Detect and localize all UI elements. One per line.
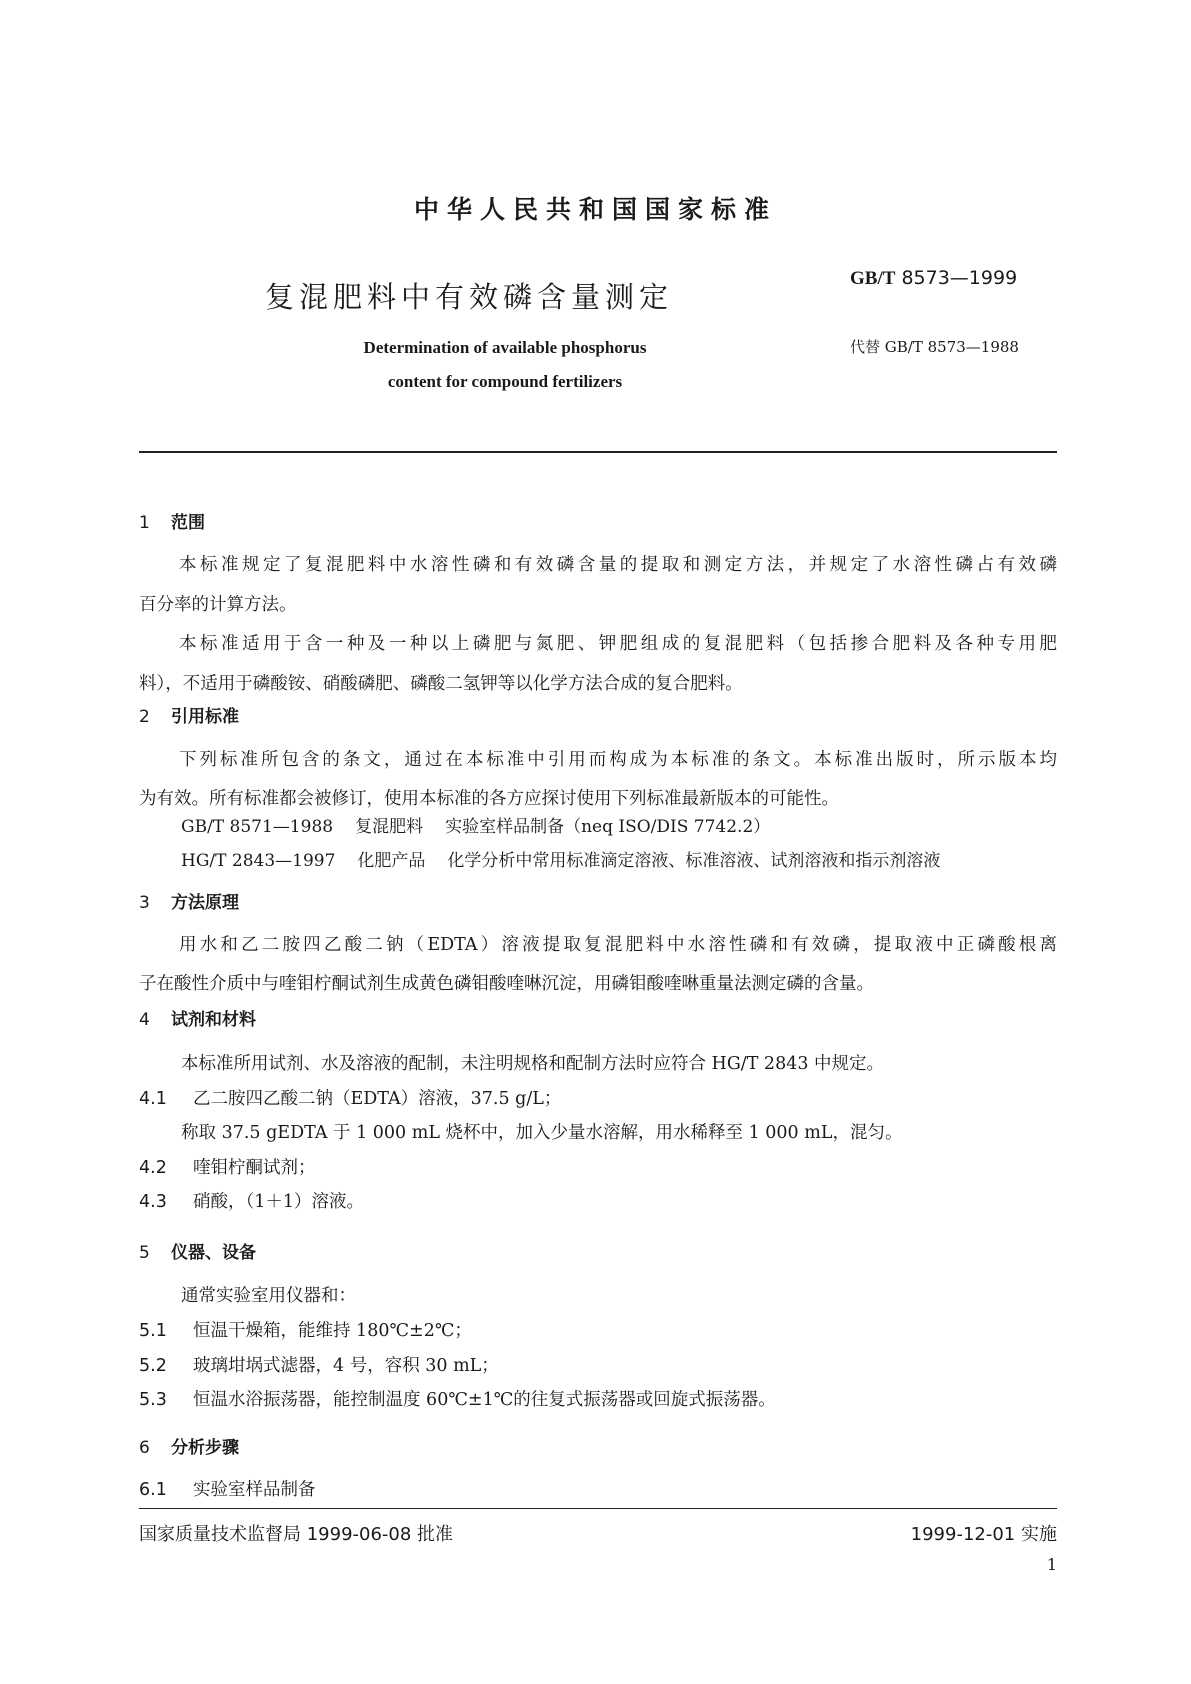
standard-type-heading: 中华人民共和国国家标准	[413, 195, 777, 224]
clause-4-1	[139, 1085, 561, 1110]
section-title: 方法原理	[171, 893, 239, 913]
section-heading-3	[139, 888, 239, 913]
section-number: 3	[139, 893, 150, 913]
replaces-standard: 代替 GB/T 8573—1988	[850, 338, 1019, 356]
section-number: 1	[139, 513, 150, 533]
section-title: 范围	[171, 513, 205, 533]
reference-desc: 实验室样品制备（neq ISO/DIS 7742.2）	[445, 817, 771, 837]
clause-4-3	[139, 1188, 364, 1213]
clause-5-1	[139, 1317, 472, 1342]
header-divider	[139, 451, 1057, 453]
section-title: 分析步骤	[171, 1438, 239, 1458]
section-title: 仪器、设备	[171, 1243, 256, 1263]
section-5-intro: 通常实验室用仪器和：	[181, 1286, 356, 1306]
clause-number: 6.1	[139, 1480, 167, 1500]
clause-text: 实验室样品制备	[193, 1480, 316, 1500]
clause-number: 5.3	[139, 1390, 167, 1410]
footer-divider	[139, 1508, 1057, 1509]
section-number: 4	[139, 1010, 150, 1030]
document-title-cn: 复混肥料中有效磷含量测定	[265, 280, 674, 314]
section-4-intro: 本标准所用试剂、水及溶液的配制，未注明规格和配制方法时应符合 HG/T 2843 中规定。	[181, 1054, 885, 1074]
document-title-en-line2: content for compound fertilizers	[387, 372, 623, 391]
implementation-date: 1999-12-01 实施	[910, 1524, 1057, 1545]
reference-entry	[181, 812, 792, 837]
clause-text: 乙二胺四乙酸二钠（EDTA）溶液，37.5 g/L；	[193, 1089, 562, 1109]
clause-text: 喹钼柠酮试剂；	[193, 1158, 316, 1178]
clause-6-1	[139, 1476, 316, 1501]
section-number: 2	[139, 707, 150, 727]
section-1-paragraph-2-line-1: 本标准适用于含一种及一种以上磷肥与氮肥、钾肥组成的复混肥料（包括掺合肥料及各种专用肥	[179, 634, 1057, 654]
section-heading-5	[139, 1238, 256, 1263]
section-number: 6	[139, 1438, 150, 1458]
section-1-paragraph-2-line-2: 料），不适用于磷酸铵、硝酸磷肥、磷酸二氢钾等以化学方法合成的复合肥料。	[139, 674, 743, 694]
clause-number: 5.1	[139, 1321, 167, 1341]
standard-number-prefix: GB/T	[850, 268, 896, 289]
clause-5-3	[139, 1386, 776, 1411]
approval-line: 国家质量技术监督局 1999-06-08 批准	[139, 1524, 454, 1545]
reference-name: 化肥产品	[357, 851, 426, 871]
reference-code: HG/T 2843—1997	[181, 851, 336, 871]
section-title: 试剂和材料	[171, 1010, 256, 1030]
page-number: 1	[1046, 1555, 1057, 1574]
section-2-paragraph-line-2: 为有效。所有标准都会被修订，使用本标准的各方应探讨使用下列标准最新版本的可能性。	[139, 789, 839, 809]
clause-4-1-detail: 称取 37.5 gEDTA 于 1 000 mL 烧杯中，加入少量水溶解，用水稀释至 1 000 mL，混匀。	[181, 1123, 903, 1143]
document-title-en-line1: Determination of available phosphorus	[363, 338, 647, 357]
section-heading-2	[139, 702, 239, 727]
section-3-paragraph-line-1: 用水和乙二胺四乙酸二钠（EDTA）溶液提取复混肥料中水溶性磷和有效磷，提取液中正磷酸根离	[179, 935, 1057, 955]
reference-name: 复混肥料	[355, 817, 424, 837]
section-heading-6	[139, 1433, 239, 1458]
section-title: 引用标准	[171, 707, 239, 727]
section-number: 5	[139, 1243, 150, 1263]
section-1-paragraph-1-line-1: 本标准规定了复混肥料中水溶性磷和有效磷含量的提取和测定方法，并规定了水溶性磷占有效磷	[179, 555, 1057, 575]
clause-4-2	[139, 1154, 316, 1179]
clause-number: 4.3	[139, 1192, 167, 1212]
clause-number: 4.2	[139, 1158, 167, 1178]
clause-5-2	[139, 1352, 499, 1377]
reference-code: GB/T 8571—1988	[181, 817, 334, 837]
section-3-paragraph-line-2: 子在酸性介质中与喹钼柠酮试剂生成黄色磷钼酸喹啉沉淀，用磷钼酸喹啉重量法测定磷的含量。	[139, 974, 874, 994]
clause-number: 5.2	[139, 1356, 167, 1376]
section-heading-4	[139, 1005, 256, 1030]
clause-text: 恒温干燥箱，能维持 180℃±2℃；	[193, 1321, 472, 1341]
section-2-paragraph-line-1: 下列标准所包含的条文，通过在本标准中引用而构成为本标准的条文。本标准出版时，所示版本均	[179, 750, 1057, 770]
section-heading-1	[139, 508, 205, 533]
clause-text: 玻璃坩埚式滤器，4 号，容积 30 mL；	[193, 1356, 499, 1376]
reference-entry	[181, 846, 962, 871]
standard-number-value: 8573—1999	[901, 267, 1018, 289]
standard-number	[850, 267, 1017, 290]
clause-text: 恒温水浴振荡器，能控制温度 60℃±1℃的往复式振荡器或回旋式振荡器。	[193, 1390, 776, 1410]
section-1-paragraph-1-line-2: 百分率的计算方法。	[139, 595, 297, 615]
clause-text: 硝酸，（1＋1）溶液。	[193, 1192, 365, 1212]
clause-number: 4.1	[139, 1089, 167, 1109]
reference-desc: 化学分析中常用标准滴定溶液、标准溶液、试剂溶液和指示剂溶液	[447, 851, 941, 871]
